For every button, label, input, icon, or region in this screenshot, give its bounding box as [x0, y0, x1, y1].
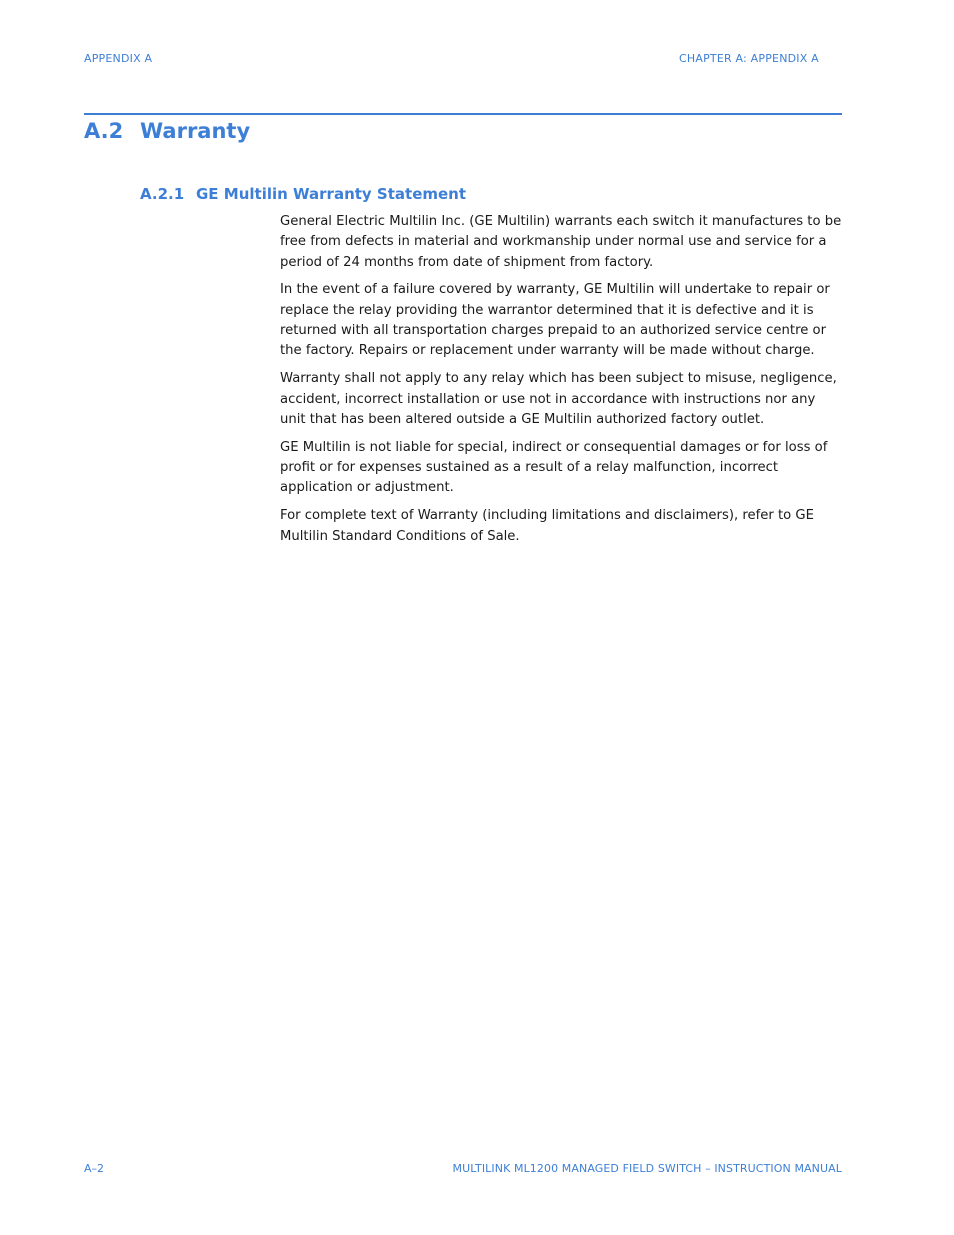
paragraph-liability: GE Multilin is not liable for special, indirect or consequential damages or for loss of profit or for expenses sustained as a result of a relay malfunction, incorrect application or adjustment. — [280, 439, 828, 496]
paragraph-repair-replace: In the event of a failure covered by warranty, GE Multilin will undertake to repair or replace the relay providing the warrantor determined that it is defective and it is returned with all transportation charges prepaid to an authorized service centre or the factory. Repairs or replacement under warranty will be made without charge. — [280, 282, 830, 359]
subsection-heading — [140, 185, 466, 203]
running-header-right: CHAPTER A: APPENDIX A — [679, 52, 819, 65]
page-number: A–2 — [84, 1162, 105, 1175]
running-header-left: APPENDIX A — [84, 52, 153, 65]
manual-title: MULTILINK ML1200 MANAGED FIELD SWITCH – INSTRUCTION MANUAL — [452, 1162, 842, 1175]
paragraph-exclusions: Warranty shall not apply to any relay which has been subject to misuse, negligence, accident, incorrect installation or use not in accordance with instructions nor any unit that has been altered outside a GE Multilin authorized factory outlet. — [280, 371, 837, 427]
section-heading — [84, 119, 250, 143]
section-number: A.2 — [84, 119, 124, 143]
warranty-body — [280, 212, 842, 554]
paragraph-complete-text: For complete text of Warranty (including limitations and disclaimers), refer to GE Multilin Standard Conditions of Sale. — [280, 508, 814, 544]
section-divider — [84, 113, 842, 115]
paragraph-warranty-period: General Electric Multilin Inc. (GE Multilin) warrants each switch it manufactures to be free from defects in material and workmanship under normal use and service for a period of 24 months from date of shipment from factory. — [280, 214, 842, 270]
subsection-number: A.2.1 — [140, 185, 185, 203]
subsection-title: GE Multilin Warranty Statement — [196, 185, 467, 203]
section-title: Warranty — [140, 119, 251, 143]
